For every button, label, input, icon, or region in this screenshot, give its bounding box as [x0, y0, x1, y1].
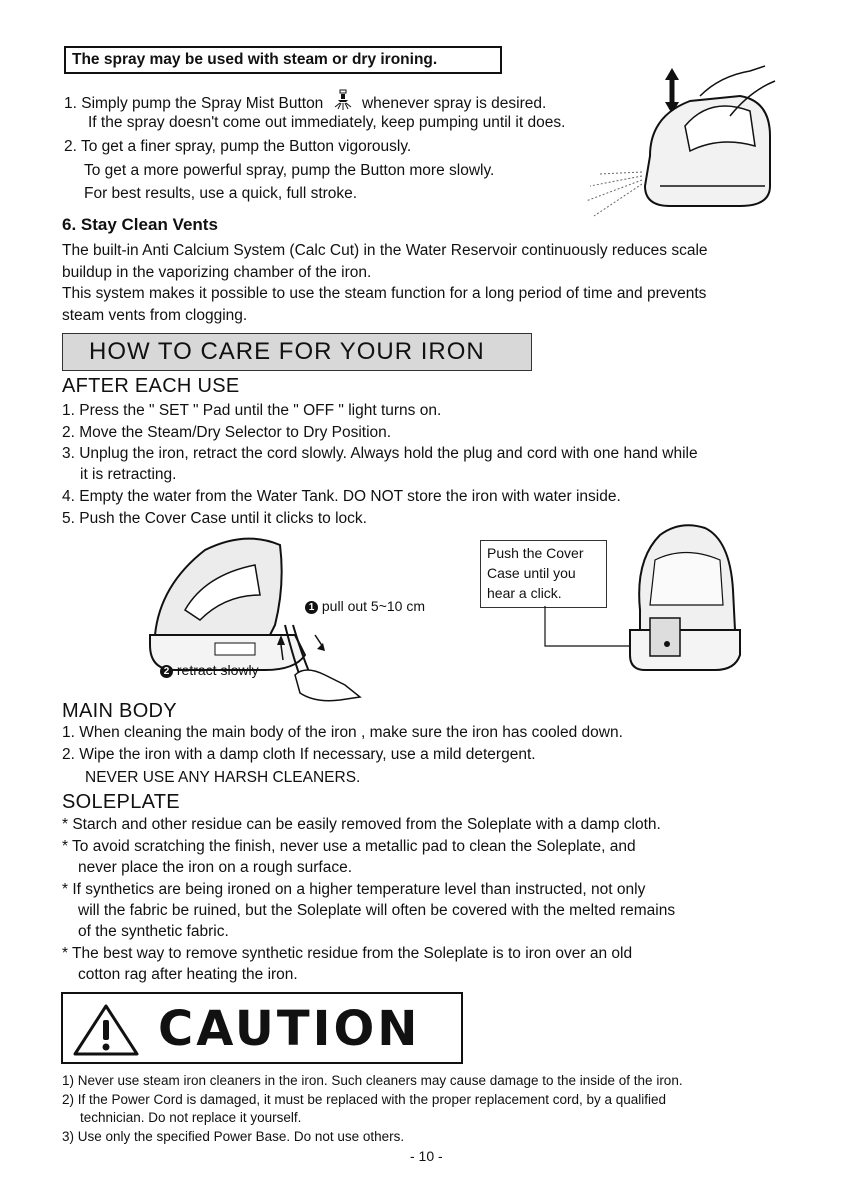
vents-line-2: buildup in the vaporizing chamber of the iron. [62, 264, 372, 281]
spray-iron-illustration [580, 56, 780, 226]
after-step-4: 4. Empty the water from the Water Tank. DO NOT store the iron with water inside. [62, 488, 621, 505]
pull-out-label: 1 pull out 5~10 cm [305, 598, 425, 614]
page-number: - 10 - [410, 1148, 443, 1164]
soleplate-line-2: * To avoid scratching the finish, never use a metallic pad to clean the Soleplate, and [62, 838, 636, 855]
soleplate-line-1: * Starch and other residue can be easily removed from the Soleplate with a damp cloth. [62, 816, 661, 833]
after-step-2: 2. Move the Steam/Dry Selector to Dry Position. [62, 424, 392, 441]
vents-heading: 6. Stay Clean Vents [62, 215, 218, 234]
cord-retract-illustration [145, 525, 365, 705]
spray-step-1-cont: If the spray doesn't come out immediately, keep pumping until it does. [88, 114, 566, 131]
after-step-3: 3. Unplug the iron, retract the cord slowly. Always hold the plug and cord with one hand while [62, 445, 698, 462]
spray-step-2-b: To get a more powerful spray, pump the Button more slowly. [84, 162, 495, 179]
caution-line-3: technician. Do not replace it yourself. [80, 1110, 302, 1125]
warning-triangle-icon [71, 1002, 141, 1058]
main-body-heading: MAIN BODY [62, 700, 177, 722]
callout-line-2: Case until you [487, 565, 576, 581]
soleplate-line-8: cotton rag after heating the iron. [78, 966, 298, 983]
main-body-line-1: 1. When cleaning the main body of the iron , make sure the iron has cooled down. [62, 724, 623, 741]
care-banner-text: HOW TO CARE FOR YOUR IRON [89, 338, 485, 365]
vents-line-1: The built-in Anti Calcium System (Calc Cut) in the Water Reservoir continuously reduces scale [62, 242, 708, 259]
marker-1-icon: 1 [305, 601, 318, 614]
soleplate-line-7: * The best way to remove synthetic residue from the Soleplate is to iron over an old [62, 945, 633, 962]
callout-line-3: hear a click. [487, 585, 562, 601]
caution-line-1: 1) Never use steam iron cleaners in the iron. Such cleaners may cause damage to the inside of the iron. [62, 1073, 683, 1088]
spray-step-2-c: For best results, use a quick, full stroke. [84, 185, 358, 202]
spray-step-1: 1. Simply pump the Spray Mist Button whenever spray is desired. [64, 86, 546, 114]
spray-note-text: The spray may be used with steam or dry ironing. [72, 51, 438, 68]
soleplate-line-5: will the fabric be ruined, but the Soleplate will often be covered with the melted remains [78, 902, 676, 919]
cover-case-callout [480, 540, 607, 608]
after-step-5: 5. Push the Cover Case until it clicks to lock. [62, 510, 367, 527]
care-banner [62, 333, 532, 371]
after-each-use-heading: AFTER EACH USE [62, 375, 240, 397]
spray-mist-icon [328, 86, 358, 114]
caution-box [61, 992, 463, 1064]
caution-line-4: 3) Use only the specified Power Base. Do not use others. [62, 1129, 405, 1144]
soleplate-line-4: * If synthetics are being ironed on a higher temperature level than instructed, not only [62, 881, 646, 898]
caution-line-2: 2) If the Power Cord is damaged, it must be replaced with the proper replacement cord, by a qualified [62, 1092, 667, 1107]
after-step-1: 1. Press the " SET " Pad until the " OFF " light turns on. [62, 402, 442, 419]
soleplate-line-3: never place the iron on a rough surface. [78, 859, 353, 876]
main-body-line-3: NEVER USE ANY HARSH CLEANERS. [85, 769, 361, 786]
caution-title: CAUTION [158, 1001, 421, 1057]
retract-label: 2 retract slowly [160, 662, 259, 678]
callout-line-1: Push the Cover [487, 545, 584, 561]
cover-case-illustration [625, 520, 745, 680]
main-body-line-2: 2. Wipe the iron with a damp cloth If necessary, use a mild detergent. [62, 746, 536, 763]
marker-2-icon: 2 [160, 665, 173, 678]
soleplate-heading: SOLEPLATE [62, 791, 180, 813]
after-step-3-cont: it is retracting. [80, 466, 177, 483]
vents-line-4: steam vents from clogging. [62, 307, 248, 324]
soleplate-line-6: of the synthetic fabric. [78, 923, 229, 940]
vents-line-3: This system makes it possible to use the steam function for a long period of time and prevents [62, 285, 707, 302]
spray-step-2: 2. To get a finer spray, pump the Button vigorously. [64, 138, 412, 155]
spray-note-box [64, 46, 502, 74]
